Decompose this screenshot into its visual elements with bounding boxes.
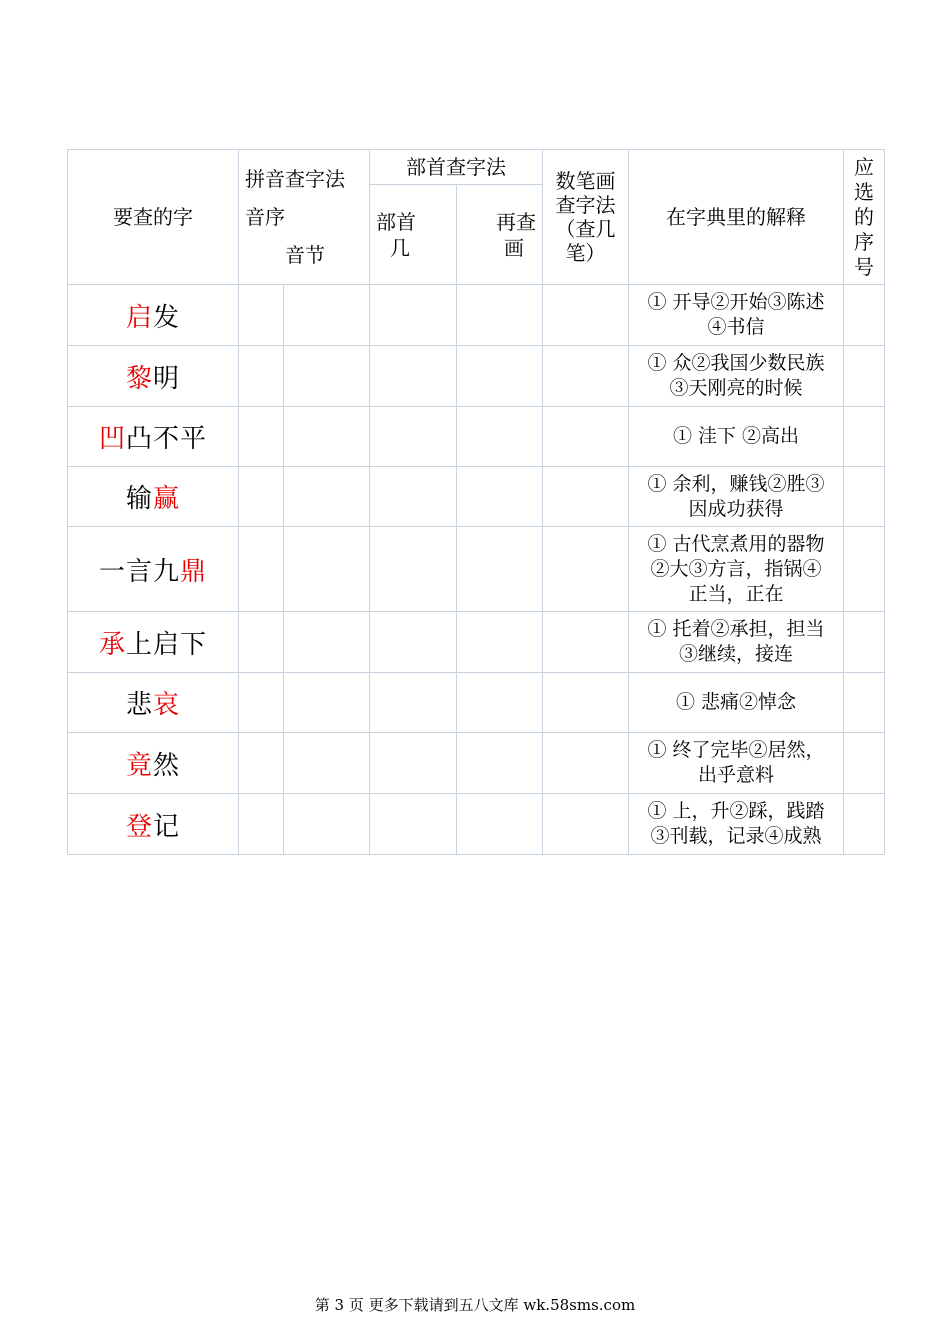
dictionary-explanation <box>629 407 844 467</box>
explanation-line: ① 洼下 ②高出 <box>672 425 800 447</box>
lookup-word <box>68 794 239 855</box>
word-part-post: 上启下 <box>126 629 208 660</box>
lookup-word <box>68 673 239 733</box>
choice-number-cell[interactable] <box>844 407 885 467</box>
word-lookup-table <box>67 149 885 855</box>
header-radical <box>370 185 457 285</box>
word-part-post: 然 <box>153 750 181 781</box>
stroke-count-cell[interactable] <box>543 346 629 407</box>
stroke-count-cell[interactable] <box>543 794 629 855</box>
lookup-word <box>68 407 239 467</box>
header-pinyin <box>239 150 370 285</box>
pinyin-order-cell[interactable] <box>239 467 284 527</box>
stroke-count-cell[interactable] <box>543 527 629 612</box>
explanation-line: ① 终了完毕②居然， <box>647 739 825 761</box>
add-strokes-cell[interactable] <box>457 467 543 527</box>
word-part-red: 登 <box>125 811 153 842</box>
dictionary-explanation <box>629 527 844 612</box>
dictionary-explanation <box>629 346 844 407</box>
add-strokes-cell[interactable] <box>457 346 543 407</box>
dictionary-explanation <box>629 733 844 794</box>
radical-cell[interactable] <box>370 467 457 527</box>
stroke-count-cell[interactable] <box>543 467 629 527</box>
page-footer: 第 3 页 更多下载请到五八文库 wk.58sms.com <box>314 1296 636 1314</box>
lookup-word <box>68 612 239 673</box>
explanation-line: ① 上，升②踩，践踏 <box>647 800 825 822</box>
radical-cell[interactable] <box>370 612 457 673</box>
pinyin-syllable-cell[interactable] <box>284 673 370 733</box>
word-part-red: 哀 <box>153 690 181 720</box>
pinyin-order-cell[interactable] <box>239 612 284 673</box>
lookup-word <box>68 346 239 407</box>
explanation-line: ① 古代烹煮用的器物 <box>647 532 825 555</box>
table-row <box>68 612 885 673</box>
table-row <box>68 794 885 855</box>
header-stroke-line-2: 查字法 <box>555 193 616 217</box>
radical-cell[interactable] <box>370 285 457 346</box>
header-word-label: 要查的字 <box>113 205 193 229</box>
word-part-red: 赢 <box>153 484 181 514</box>
choice-number-cell[interactable] <box>844 733 885 794</box>
lookup-word <box>68 467 239 527</box>
lookup-word <box>68 285 239 346</box>
table-row <box>68 527 885 612</box>
choice-number-cell[interactable] <box>844 673 885 733</box>
pinyin-order-cell[interactable] <box>239 285 284 346</box>
choice-number-cell[interactable] <box>844 612 885 673</box>
pinyin-syllable-cell[interactable] <box>284 285 370 346</box>
choice-number-cell[interactable] <box>844 467 885 527</box>
word-part-red: 启 <box>125 302 153 333</box>
pinyin-syllable-cell[interactable] <box>284 733 370 794</box>
pinyin-order-cell[interactable] <box>239 346 284 407</box>
table-row <box>68 733 885 794</box>
pinyin-order-cell[interactable] <box>239 673 284 733</box>
explanation-line: ②大③方言，指锅④ <box>650 557 822 580</box>
word-part-post: 记 <box>153 811 181 842</box>
header-add-strokes-label: 再查 <box>496 210 536 234</box>
radical-cell[interactable] <box>370 794 457 855</box>
explanation-line: ③继续，接连 <box>678 643 793 665</box>
word-part-post: 明 <box>153 363 181 394</box>
add-strokes-cell[interactable] <box>457 733 543 794</box>
header-explanation-label: 在字典里的解释 <box>666 205 806 229</box>
pinyin-syllable-cell[interactable] <box>284 467 370 527</box>
explanation-line: 因成功获得 <box>688 497 784 520</box>
header-radical-method-label: 部首查字法 <box>406 155 506 179</box>
word-part-red: 黎 <box>125 363 153 394</box>
radical-cell[interactable] <box>370 407 457 467</box>
header-choose-char-1: 应 <box>854 154 874 179</box>
add-strokes-cell[interactable] <box>457 407 543 467</box>
word-part-pre: 输 <box>125 484 153 514</box>
word-part-red: 鼎 <box>180 556 208 587</box>
pinyin-syllable-cell[interactable] <box>284 407 370 467</box>
explanation-line: ① 余利，赚钱②胜③ <box>647 472 825 495</box>
header-stroke-line-1: 数笔画 <box>555 169 616 193</box>
explanation-line: ① 托着②承担，担当 <box>647 618 825 640</box>
add-strokes-cell[interactable] <box>457 285 543 346</box>
header-choose-char-3: 的 <box>854 204 874 229</box>
header-add-strokes <box>457 185 543 285</box>
explanation-line: 正当，正在 <box>688 582 784 605</box>
add-strokes-cell[interactable] <box>457 612 543 673</box>
radical-cell[interactable] <box>370 733 457 794</box>
choice-number-cell[interactable] <box>844 285 885 346</box>
choice-number-cell[interactable] <box>844 794 885 855</box>
explanation-line: ① 悲痛②悼念 <box>675 691 797 713</box>
add-strokes-cell[interactable] <box>457 673 543 733</box>
pinyin-syllable-cell[interactable] <box>284 794 370 855</box>
explanation-line: 出乎意料 <box>697 764 774 786</box>
table-row <box>68 407 885 467</box>
header-choose-char-2: 选 <box>854 179 874 204</box>
dictionary-explanation <box>629 285 844 346</box>
explanation-line: ③刊载，记录④成熟 <box>650 825 822 847</box>
header-pinyin-syllable: 音节 <box>285 243 325 267</box>
add-strokes-cell[interactable] <box>457 794 543 855</box>
pinyin-syllable-cell[interactable] <box>284 346 370 407</box>
word-part-red: 承 <box>98 629 126 660</box>
header-choose <box>844 150 885 285</box>
header-stroke-line-3: （查几 <box>555 217 616 241</box>
table-row <box>68 673 885 733</box>
stroke-count-cell[interactable] <box>543 407 629 467</box>
pinyin-syllable-cell[interactable] <box>284 527 370 612</box>
table-row <box>68 346 885 407</box>
dictionary-explanation <box>629 467 844 527</box>
radical-cell[interactable] <box>370 527 457 612</box>
add-strokes-cell[interactable] <box>457 527 543 612</box>
header-explanation <box>629 150 844 285</box>
choice-number-cell[interactable] <box>844 527 885 612</box>
pinyin-order-cell[interactable] <box>239 407 284 467</box>
radical-cell[interactable] <box>370 346 457 407</box>
dictionary-explanation <box>629 794 844 855</box>
explanation-line: ① 众②我国少数民族 <box>647 352 825 374</box>
dictionary-explanation <box>629 673 844 733</box>
header-row-1 <box>68 150 885 185</box>
stroke-count-cell[interactable] <box>543 612 629 673</box>
radical-cell[interactable] <box>370 673 457 733</box>
stroke-count-cell[interactable] <box>543 285 629 346</box>
header-pinyin-order: 音序 <box>245 205 285 229</box>
header-word <box>68 150 239 285</box>
lookup-word <box>68 733 239 794</box>
lookup-word <box>68 527 239 612</box>
stroke-count-cell[interactable] <box>543 673 629 733</box>
explanation-line: ④书信 <box>707 316 765 338</box>
header-stroke-line-4: 笔） <box>565 241 606 265</box>
pinyin-order-cell[interactable] <box>239 527 284 612</box>
pinyin-order-cell[interactable] <box>239 733 284 794</box>
header-add-strokes-hua: 画 <box>504 236 524 260</box>
pinyin-order-cell[interactable] <box>239 794 284 855</box>
choice-number-cell[interactable] <box>844 346 885 407</box>
header-radical-label: 部首 <box>376 210 416 234</box>
dictionary-explanation <box>629 612 844 673</box>
word-part-pre: 悲 <box>125 690 153 720</box>
pinyin-syllable-cell[interactable] <box>284 612 370 673</box>
header-radical-ji: 几 <box>390 236 410 260</box>
header-choose-char-4: 序 <box>854 229 874 254</box>
explanation-line: ③天刚亮的时候 <box>669 377 803 399</box>
word-part-red: 凹 <box>98 424 126 454</box>
table-row <box>68 467 885 527</box>
word-part-post: 凸不平 <box>126 424 208 454</box>
header-radical-method <box>370 150 543 185</box>
table-row <box>68 285 885 346</box>
word-part-red: 竟 <box>125 750 153 781</box>
word-part-post: 发 <box>153 302 181 333</box>
stroke-count-cell[interactable] <box>543 733 629 794</box>
header-stroke-method <box>543 150 629 285</box>
header-choose-char-5: 号 <box>854 254 874 279</box>
header-pinyin-method: 拼音查字法 <box>245 167 345 191</box>
explanation-line: ① 开导②开始③陈述 <box>647 291 825 313</box>
word-part-pre: 一言九 <box>98 556 180 587</box>
